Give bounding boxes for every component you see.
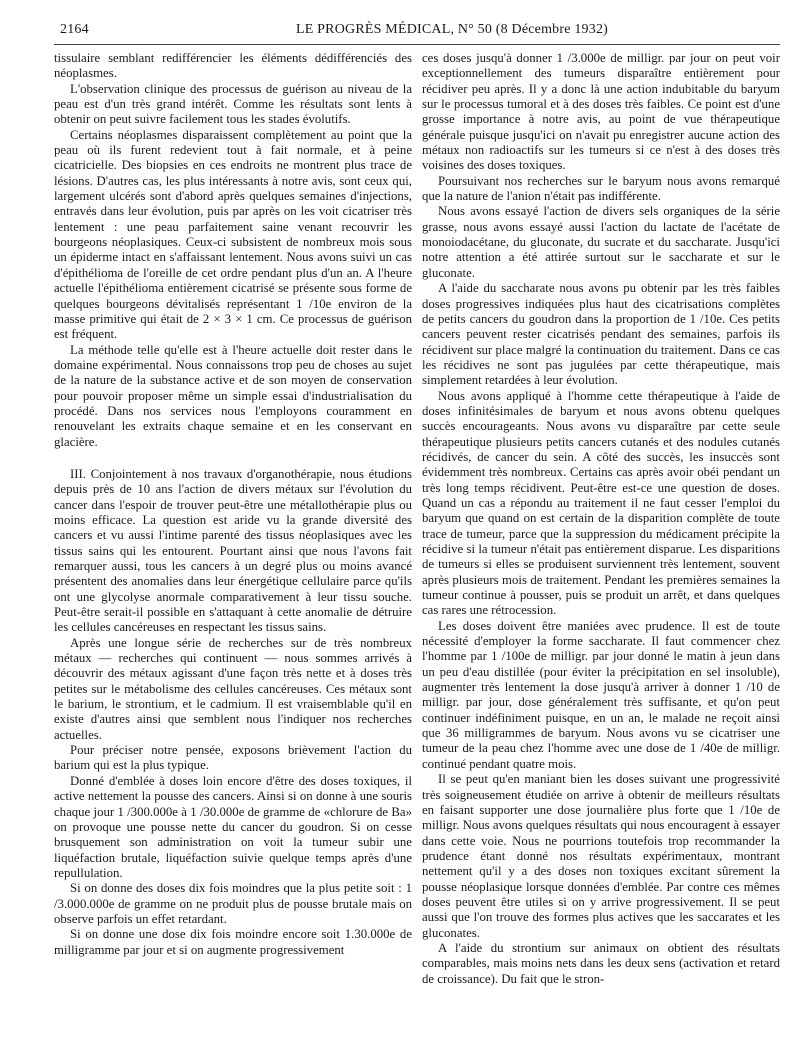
paragraph: Il se peut qu'en maniant bien les doses suivant une progressivité très soigneusement étudiée on arrive à obtenir de meilleurs résultats en faisant supporter une dose journalière plus forte que 1 /10e de milligr. Nous avons quelques résultats qui nous encouragent à essayer dans cette voie. Nous ne pourrions toutefois trop recommander la prudence étant donné nos résultats expérimentaux, montrant nettement qu'il y a des doses non toxiques excitant sûrement la pousse néoplasique lorsque données d'emblée. Par contre ces mêmes doses peuvent être utiles si on y arrive progressivement. Il se peut aussi que l'on trouve des formes plus actives que les saccarates et les gluconates. [422, 772, 780, 940]
paragraph: Poursuivant nos recherches sur le baryum nous avons remarqué que la nature de l'anion n'était pas indifférente. [422, 173, 780, 204]
paragraph: L'observation clinique des processus de guérison au niveau de la peau est d'un très grand intérêt. Comme les résultats sont lents à obtenir on peut suivre facilement tous les stades évolutifs. [54, 81, 412, 127]
text-columns [54, 51, 780, 987]
paragraph: Si on donne une dose dix fois moindre encore soit 1.30.000e de milligramme par jour et si on augmente progressivement [54, 927, 412, 957]
section-paragraph: III. Conjointement à nos travaux d'organothérapie, nous étudions depuis près de 10 ans l'action de divers métaux sur l'évolution du cancer dans l'espoir de trouver peut-être une métallothérapie plus ou moins efficace. La question est aride vu la grande diversité des cancers et vu aussi l'intime parenté des tissus néoplasiques avec les tissus sains qui les entourent. Pourtant ainsi que nous l'avons fait remarquer aussi, tous les cancers à un degré plus ou moins avancé présentent des anomalies dans leur énergétique cellulaire parce qu'ils ont une glycolyse anormale comparativement à leur tissu souche. Peut-être serait-il possible en s'attaquant à cette anomalie de détruire les cellules cancéreuses en respectant les tissus sains. [54, 466, 412, 635]
paragraph: tissulaire semblant redifférencier les éléments dédifférenciés des néoplasmes. [54, 51, 412, 81]
page-header [54, 16, 780, 45]
paragraph: Donné d'emblée à doses loin encore d'être des doses toxiques, il active nettement la pousse des cancers. Ainsi si on donne à une souris chaque jour 1 /300.000e à 1 /30.000e de gramme de «chlorure de Ba» on provoque une pousse nette du cancer du goudron. Si on cesse brusquement son administration on voit la tumeur subir une liquéfaction brutale, liquéfaction suivie quelque temps après d'une repullulation. [54, 773, 412, 880]
page-number: 2164 [60, 22, 89, 37]
paragraph: ces doses jusqu'à donner 1 /3.000e de milligr. par jour on peut voir exceptionnellement des tumeurs disparaître entièrement pour récidiver peu après. Il y a donc là une action indubitable du baryum sur le processus tumoral et à des doses très faibles. Ce point est d'une grosse importance à notre avis, au point de vue thérapeutique générale puisque jusqu'ici on n'avait pu enregistrer aucune action des métaux non radioactifs sur les tumeurs si ce n'est à des doses très voisines des doses toxiques. [422, 51, 780, 173]
paragraph: Certains néoplasmes disparaissent complètement au point que la peau où ils furent redevient tout à fait normale, et à peine cicatricielle. Des biopsies en ces endroits ne montrent plus trace de lésions. D'autres cas, les plus intéressants à notre avis, sont ceux qui, largement ulcérés sont d'abord après quelques semaines d'injections, entravés dans leur évolution, puis par après on les voit cicatriser très lentement : une peau parfaitement saine venant recouvrir les bourgeons néoplasiques. Ceux-ci subsistent de nombreux mois sous un épiderme intact en s'affaissant lentement. Nous avons suivi un cas d'épithélioma de l'oreille de cet ordre pendant plus d'un an. A l'heure actuelle l'épithélioma entièrement cicatrisé se présente sous forme de quelques bourgeons dévitalisés représentant 1 /10e environ de la masse primitive qui était de 2 × 3 × 1 cm. Ce processus de guérison est fréquent. [54, 127, 412, 342]
paragraph: A l'aide du saccharate nous avons pu obtenir par les très faibles doses progressives indiquées plus haut des cicatrisations complètes de petits cancers du goudron dans la proportion de 1 /10e. Ces petits cancers peuvent rester cicatrisés pendant des semaines, parfois ils récidivent sur place malgré la continuation du traitement. Dans ce cas les récidives ne sont pas jugulées par cette thérapeutique, mais simplement retardées à leur évolution. [422, 281, 780, 388]
right-column [422, 51, 780, 987]
running-head: LE PROGRÈS MÉDICAL, N° 50 (8 Décembre 1932) [295, 22, 609, 37]
paragraph: Après une longue série de recherches sur de très nombreux métaux — recherches qui continuent — nous sommes arrivés à découvrir des métaux agissant d'une façon très nette et à doses très petites sur le métabolisme des cellules cancéreuses. Ces métaux sont le barium, le strontium, et le cadmium. Il est vraisemblable qu'il en existe d'autres ainsi que semblent nous l'indiquer nos recherches actuelles. [54, 635, 412, 742]
paragraph: La méthode telle qu'elle est à l'heure actuelle doit rester dans le domaine expérimental. Nous connaissons trop peu de choses au sujet de la nature de la substance active et de son moyen de conservation pour pouvoir proposer même un simple essai d'industrialisation du procédé. Dans nos services nous l'employons couramment en renouvelant les extraits chaque semaine et en les conservant en glacière. [54, 342, 412, 449]
paragraph: A l'aide du strontium sur animaux on obtient des résultats comparables, mais moins nets dans les deux sens (activation et retard de croissance). Du fait que le stron- [422, 940, 780, 986]
paragraph: Les doses doivent être maniées avec prudence. Il est de toute nécessité d'employer la forme saccharate. Il faut commencer chez l'homme par 1 /100e de milligr. par jour donné le matin à jeun dans un peu d'eau distillée (pour éviter la précipitation en sel insoluble), augmenter très lentement la dose jusqu'à arriver à donner 1 /10 de milligr. par jour, dose généralement très suffisante, et qu'on peut continuer indéfiniment puisque, en un an, le malade ne reçoit ainsi que 36 milligrammes de baryum. Nous avons vu se cicatriser une tumeur de la peau chez l'homme avec une dose de 1 /40e de milligr. continué pendant quatre mois. [422, 618, 780, 771]
paragraph: Nous avons essayé l'action de divers sels organiques de la série grasse, nous avons essayé aussi l'action du lactate de l'acétate de monoiodacétane, du gluconate, du sucrate et du saccharate. Jusqu'ici notre attention a été attirée surtout sur le saccharate et sur le gluconate. [422, 204, 780, 280]
paragraph: Nous avons appliqué à l'homme cette thérapeutique à l'aide de doses infinitésimales de baryum et nous avons obtenu quelques succès encourageants. Nous avons vu disparaître par cette seule thérapeutique plusieurs petits cancers cutanés et des nodules cutanés récidivés, de cancer du sein. A côté des succès, les insuccès sont évidemment très nombreux. Certains cas après avoir obéi pendant un très long temps récidivent. Peut-être est-ce une question de doses. Quand un cas a répondu au traitement il ne faut cesser l'emploi du baryum que quand on est certain de la disparition complète de toute trace de tumeur, parce que la suppression du médicament précipite la récidive si la tumeur n'était pas entièrement disparue. Les disparitions de tumeurs si elles se produisent surviennent très lentement, souvent après plusieurs mois de traitement. Pendant les premières semaines la tumeur continue à pousser, puis se produit un arrêt, et dans quelques cas rares une rétrocession. [422, 388, 780, 618]
paragraph: Pour préciser notre pensée, exposons brièvement l'action du barium qui est la plus typique. [54, 743, 412, 773]
left-column [54, 51, 412, 987]
paragraph: Si on donne des doses dix fois moindres que la plus petite soit : 1 /3.000.000e de gramme on ne produit plus de pousse brutale mais on observe parfois un effet retardant. [54, 881, 412, 926]
